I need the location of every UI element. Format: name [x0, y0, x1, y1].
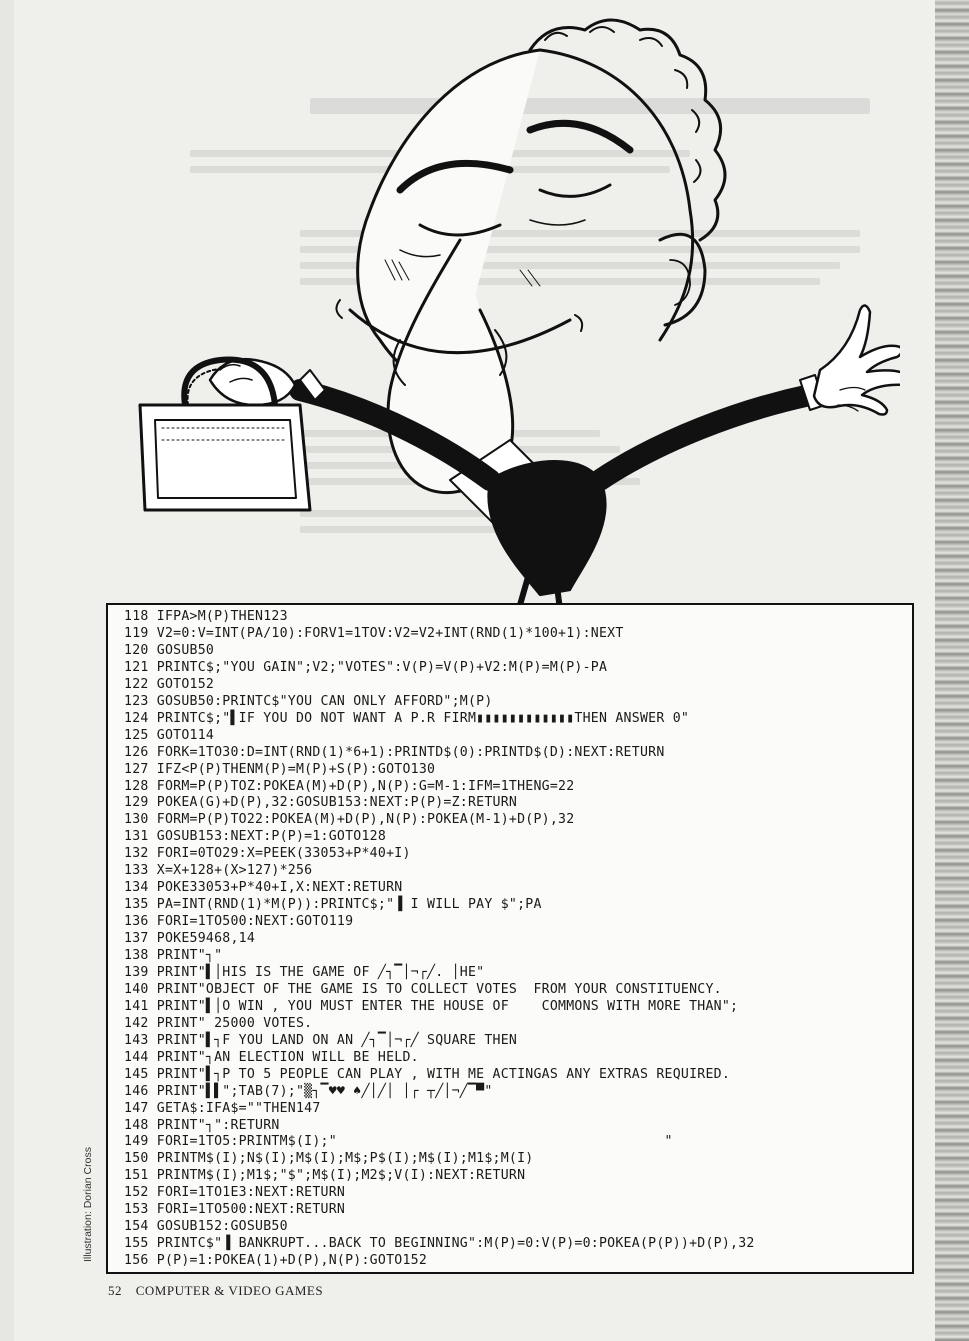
page-left-margin — [0, 0, 14, 1341]
code-line: 125 GOTO114 — [124, 727, 215, 743]
politician-caricature-illustration — [100, 10, 900, 630]
code-line: 148 PRINT"┐":RETURN — [124, 1117, 280, 1133]
code-line: 154 GOSUB152:GOSUB50 — [124, 1219, 288, 1235]
code-line: 123 GOSUB50:PRINTC$"YOU CAN ONLY AFFORD";M(P) — [124, 693, 493, 709]
code-line: 142 PRINT" 25000 VOTES. — [124, 1015, 313, 1031]
code-line: 122 GOTO152 — [124, 676, 215, 692]
code-line: 119 V2=0:V=INT(PA/10):FORV1=1TOV:V2=V2+INT(RND(1)*100+1):NEXT — [124, 625, 624, 641]
code-line: 147 GETA$:IFA$=""THEN147 — [124, 1100, 321, 1116]
code-line: 131 GOSUB153:NEXT:P(P)=1:GOTO128 — [124, 829, 387, 845]
code-line: 133 X=X+128+(X>127)*256 — [124, 863, 313, 879]
code-line: 143 PRINT"▌┐F YOU LAND ON AN ╱┐▔│¬┌╱ SQUARE THEN — [124, 1032, 518, 1048]
page-footer — [108, 1283, 323, 1299]
code-line: 156 P(P)=1:POKEA(1)+D(P),N(P):GOTO152 — [124, 1253, 428, 1269]
binding-edge — [935, 0, 969, 1341]
code-line: 127 IFZ<P(P)THENM(P)=M(P)+S(P):GOTO130 — [124, 761, 436, 777]
suit-body — [488, 461, 605, 595]
code-line: 155 PRINTC$"▐ BANKRUPT...BACK TO BEGINNING":M(P)=0:V(P)=0:POKEA(P(P))+D(P),32 — [124, 1236, 755, 1252]
basic-listing-panel — [106, 603, 914, 1274]
right-arm — [600, 395, 810, 480]
code-line: 150 PRINTM$(I);N$(I);M$(I);M$;P$(I);M$(I);M1$;M(I) — [124, 1151, 534, 1167]
code-line: 145 PRINT"▌┐P TO 5 PEOPLE CAN PLAY , WITH ME ACTINGAS ANY EXTRAS REQUIRED. — [124, 1066, 731, 1082]
code-line: 140 PRINT"OBJECT OF THE GAME IS TO COLLECT VOTES FROM YOUR CONSTITUENCY. — [124, 981, 722, 997]
ear — [660, 234, 705, 325]
code-line: 141 PRINT"▌│O WIN , YOU MUST ENTER THE HOUSE OF COMMONS WITH MORE THAN"; — [124, 998, 739, 1014]
code-line: 129 POKEA(G)+D(P),32:GOSUB153:NEXT:P(P)=Z:RETURN — [124, 795, 518, 811]
code-line: 146 PRINT"▌▌";TAB(7);"▒┐▔♥♥ ♠╱│╱│ │┌ ┬╱│¬╱▔▀" — [124, 1083, 493, 1099]
code-line: 128 FORM=P(P)TOZ:POKEA(M)+D(P),N(P):G=M-1:IFM=1THENG=22 — [124, 778, 575, 794]
magazine-title: COMPUTER & VIDEO GAMES — [135, 1283, 324, 1298]
right-hand — [814, 305, 900, 414]
code-line: 130 FORM=P(P)TO22:POKEA(M)+D(P),N(P):POKEA(M-1)+D(P),32 — [124, 812, 575, 828]
code-line: 137 POKE59468,14 — [124, 931, 256, 947]
code-line: 151 PRINTM$(I);M1$;"$";M$(I);M2$;V(I):NEXT:RETURN — [124, 1168, 526, 1184]
right-eyebrow — [530, 123, 630, 150]
code-line: 138 PRINT"┐" — [124, 948, 223, 963]
code-line: 139 PRINT"▌│HIS IS THE GAME OF ╱┐▔│¬┌╱. │HE" — [124, 964, 485, 980]
code-line: 153 FORI=1TO500:NEXT:RETURN — [124, 1202, 346, 1218]
code-line: 126 FORK=1TO30:D=INT(RND(1)*6+1):PRINTD$(0):PRINTD$(D):NEXT:RETURN — [124, 744, 665, 760]
code-line: 120 GOSUB50 — [124, 642, 215, 658]
page-number: 52 — [108, 1283, 122, 1298]
code-line: 132 FORI=0TO29:X=PEEK(33053+P*40+I) — [124, 846, 411, 862]
code-line: 121 PRINTC$;"YOU GAIN";V2;"VOTES":V(P)=V(P)+V2:M(P)=M(P)-PA — [124, 659, 608, 675]
code-line: 152 FORI=1TO1E3:NEXT:RETURN — [124, 1185, 346, 1201]
code-line: 135 PA=INT(RND(1)*M(P)):PRINTC$;"▐ I WILL PAY $";PA — [124, 897, 542, 913]
illustration-credit: Illustration: Dorian Cross — [82, 1147, 94, 1262]
code-line: 124 PRINTC$;"▌IF YOU DO NOT WANT A P.R FIRM▮▮▮▮▮▮▮▮▮▮▮▮THEN ANSWER 0" — [124, 710, 690, 726]
briefcase — [140, 405, 310, 510]
code-line: 134 POKE33053+P*40+I,X:NEXT:RETURN — [124, 880, 403, 896]
code-line: 149 FORI=1TO5:PRINTM$(I);" " — [124, 1134, 673, 1150]
code-line: 136 FORI=1TO500:NEXT:GOTO119 — [124, 914, 354, 930]
code-line: 118 IFPA>M(P)THEN123 — [124, 609, 288, 624]
code-line: 144 PRINT"┐AN ELECTION WILL BE HELD. — [124, 1049, 419, 1065]
